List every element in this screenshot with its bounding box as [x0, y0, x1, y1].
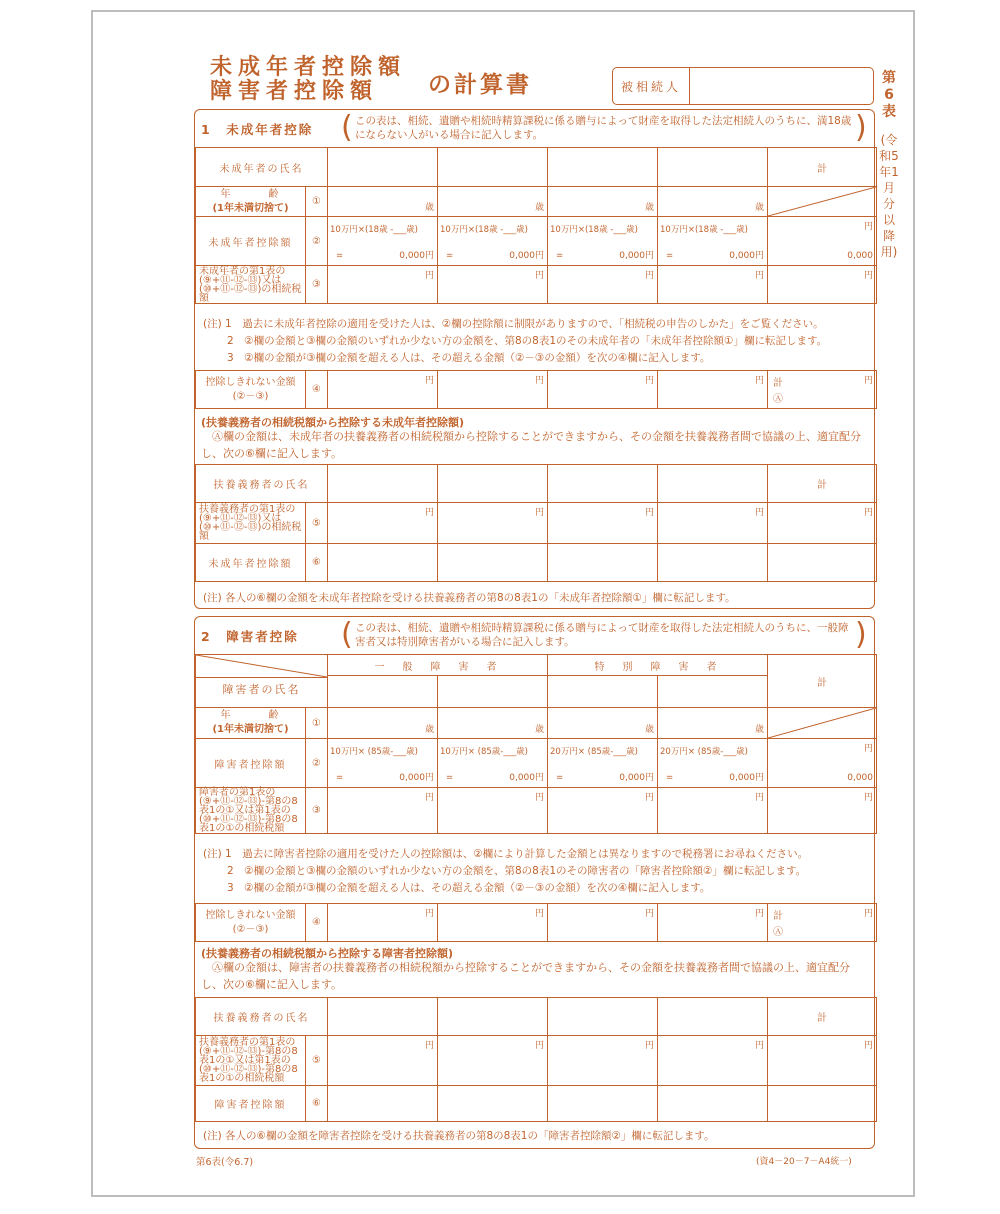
- yen-unit: 円: [863, 508, 873, 518]
- section-disabled-title: 2 障害者控除: [201, 629, 299, 644]
- excess-cell[interactable]: [548, 371, 658, 409]
- row-number-5: ⑤: [306, 1036, 328, 1086]
- supporter-tax-cell[interactable]: [548, 1036, 658, 1086]
- supporter-tax-total-cell[interactable]: [768, 503, 877, 544]
- age-sublabel: (1年未満切捨て): [212, 724, 289, 735]
- calc-value: 0,000円: [399, 773, 434, 783]
- yen-unit: 円: [863, 1041, 873, 1051]
- paren-close: ): [855, 617, 867, 652]
- row-label-excess: [196, 371, 306, 409]
- minor-name-cell[interactable]: [548, 148, 658, 187]
- calc-eq: =: [336, 773, 344, 783]
- row-label-supporter-tax: 扶養義務者の第1表の(⑨+⑪-⑫-⑬)-第8の8表1の①又は第1表の(⑩+⑪-⑫-⑬)-第8の8表1の①の相続税額: [196, 1036, 306, 1086]
- supporter-name-cell[interactable]: [658, 998, 768, 1036]
- disabled-excess-table: [195, 903, 877, 942]
- age-cell[interactable]: [548, 708, 658, 739]
- row-label-supporter-name: 扶養義務者の氏名: [196, 998, 328, 1036]
- row-label-excess: [196, 904, 306, 942]
- calc-value: 0,000円: [399, 251, 434, 261]
- supporter-ded-cell[interactable]: [328, 544, 438, 582]
- yen-unit: 円: [754, 793, 764, 803]
- paren-open: (: [341, 110, 353, 145]
- row-label-age: [196, 708, 306, 739]
- supporter-name-cell[interactable]: [328, 465, 438, 503]
- yen-unit: 円: [644, 271, 654, 281]
- age-cell[interactable]: [328, 187, 438, 217]
- title-suffix: の計算書: [428, 72, 532, 98]
- calc-eq: =: [666, 251, 674, 261]
- total-label: 計: [773, 378, 783, 389]
- section-disabled-desc: この表は、相続、遺贈や相続時精算課税に係る贈与によって財産を取得した法定相続人のうちに、一般障害者又は特別障害者がいる場合に記入します。: [355, 622, 849, 648]
- yen-unit: 円: [424, 376, 434, 386]
- supporter-name-cell[interactable]: [328, 998, 438, 1036]
- mark-a: Ⓐ: [773, 927, 783, 938]
- yen-unit: 円: [534, 793, 544, 803]
- disabled-supporter-table: [195, 997, 877, 1122]
- excess-total-a-cell[interactable]: [768, 371, 877, 409]
- row-number-2: ②: [306, 739, 328, 788]
- yen-unit: 円: [644, 376, 654, 386]
- age-label: 年 齢: [220, 188, 281, 200]
- section-minor: [194, 109, 875, 609]
- yen-unit: 円: [424, 271, 434, 281]
- age-label: 年 齢: [220, 710, 281, 721]
- heir-box: [612, 67, 874, 105]
- disabled-table-top: [195, 654, 877, 834]
- tax-cell[interactable]: [548, 788, 658, 834]
- age-unit: 歳: [754, 725, 764, 735]
- diagonal-cell: [768, 187, 877, 217]
- fuyo-heading: (扶養義務者の相続税額から控除する未成年者控除額): [201, 416, 465, 429]
- row-label-minor-deduction: 未成年者控除額: [196, 217, 306, 266]
- row-label-supporter-name: 扶養義務者の氏名: [196, 465, 328, 503]
- total-label: 計: [773, 911, 783, 922]
- yen-unit: 円: [534, 1041, 544, 1051]
- row-label-supporter-deduction: 未成年者控除額: [196, 544, 306, 582]
- calc-eq: =: [336, 251, 344, 261]
- note-2: 2 ②欄の金額と③欄の金額のいずれか少ない方の金額を、第8の8表1のその未成年者の「未成年者控除額①」欄に転記します。: [227, 335, 828, 347]
- row-number-4: ④: [306, 371, 328, 409]
- supporter-ded-cell[interactable]: [438, 1086, 548, 1122]
- total-value: 0,000: [847, 773, 873, 783]
- supporter-tax-cell[interactable]: [438, 503, 548, 544]
- minor-name-cell[interactable]: [328, 148, 438, 187]
- age-cell[interactable]: [658, 708, 768, 739]
- footer-form-code: (資4－20－7－A4統一): [756, 1157, 852, 1167]
- section-minor-desc: この表は、相続、遺贈や相続時精算課税に係る贈与によって財産を取得した法定相続人のうちに、満18歳にならない人がいる場合に記入します。: [355, 115, 852, 141]
- deduction-calc-cell[interactable]: [328, 739, 438, 788]
- heir-label: 被相続人: [613, 68, 690, 104]
- calc-formula: 10万円×(18歳 -___歳): [330, 225, 418, 235]
- age-unit: 歳: [534, 725, 544, 735]
- yen-unit: 円: [754, 508, 764, 518]
- supporter-tax-total-cell[interactable]: [768, 1036, 877, 1086]
- yen-unit: 円: [863, 909, 873, 919]
- minor-notes: [203, 316, 827, 367]
- yen-unit: 円: [863, 744, 873, 754]
- yen-unit: 円: [424, 793, 434, 803]
- supporter-ded-total-cell[interactable]: [768, 544, 877, 582]
- deduction-calc-cell[interactable]: [548, 739, 658, 788]
- total-label: 計: [768, 655, 877, 708]
- yen-unit: 円: [424, 1041, 434, 1051]
- minor-table-top: [195, 147, 877, 304]
- fuyo-heading: (扶養義務者の相続税額から控除する障害者控除額): [201, 947, 454, 960]
- yen-unit: 円: [534, 508, 544, 518]
- supporter-name-cell[interactable]: [548, 465, 658, 503]
- tax-cell[interactable]: [438, 266, 548, 304]
- yen-unit: 円: [644, 1041, 654, 1051]
- disabled-bottom-note: (注) 各人の⑥欄の金額を障害者控除を受ける扶養義務者の第8の8表1の「障害者控除額②」欄に転記します。: [203, 1130, 715, 1142]
- supporter-ded-cell[interactable]: [548, 1086, 658, 1122]
- age-unit: 歳: [424, 725, 434, 735]
- section-disabled: [194, 616, 875, 1149]
- supporter-ded-cell[interactable]: [548, 544, 658, 582]
- age-unit: 歳: [534, 203, 544, 213]
- excess-cell[interactable]: [328, 371, 438, 409]
- paren-open: (: [341, 617, 353, 652]
- row-label-disabled-name: 障害者の氏名: [222, 683, 301, 696]
- yen-unit: 円: [534, 909, 544, 919]
- supporter-tax-cell[interactable]: [328, 1036, 438, 1086]
- supporter-tax-cell[interactable]: [658, 503, 768, 544]
- deduction-calc-cell[interactable]: [658, 739, 768, 788]
- yen-unit: 円: [534, 271, 544, 281]
- note-1: (注) 1 過去に障害者控除の適用を受けた人の控除額は、②欄により計算した金額とは異なりますので税務署にお尋ねください。: [203, 848, 809, 860]
- diagonal-line: [768, 708, 876, 738]
- general-disabled-header: 一 般 障 害 者: [328, 655, 548, 676]
- total-label: 計: [768, 148, 877, 187]
- supporter-name-cell[interactable]: [438, 465, 548, 503]
- note-2: 2 ②欄の金額と③欄の金額のいずれか少ない方の金額を、第8の8表1のその障害者の「障害者控除額②」欄に転記します。: [227, 865, 807, 877]
- tax-cell[interactable]: [328, 266, 438, 304]
- minor-name-cell[interactable]: [438, 148, 548, 187]
- row-label-supporter-tax: 扶養義務者の第1表の(⑨+⑪-⑫-⑬)又は(⑩+⑪-⑫-⑬)の相続税額: [196, 503, 306, 544]
- deduction-total-cell[interactable]: [768, 217, 877, 266]
- yen-unit: 円: [863, 271, 873, 281]
- excess-sublabel: (②－③): [232, 390, 269, 402]
- age-sublabel: (1年未満切捨て): [212, 202, 289, 214]
- supporter-ded-cell[interactable]: [658, 544, 768, 582]
- deduction-total-cell[interactable]: [768, 739, 877, 788]
- diagonal-line: [768, 187, 876, 216]
- supporter-name-cell[interactable]: [438, 998, 548, 1036]
- section-disabled-header: [195, 617, 874, 655]
- diagonal-cell: [768, 708, 877, 739]
- section-minor-header: [195, 110, 874, 148]
- age-unit: 歳: [644, 203, 654, 213]
- excess-sublabel: (②－③): [232, 923, 269, 935]
- calc-eq: =: [556, 773, 564, 783]
- yen-unit: 円: [863, 376, 873, 386]
- minor-name-cell[interactable]: [658, 148, 768, 187]
- row-number-5: ⑤: [306, 503, 328, 544]
- yen-unit: 円: [644, 793, 654, 803]
- row-label-disabled-deduction: 障害者控除額: [196, 739, 306, 788]
- title-line1: 未成年者控除額: [210, 55, 407, 80]
- age-unit: 歳: [754, 203, 764, 213]
- minor-supporter-table: [195, 464, 877, 582]
- supporter-name-cell[interactable]: [658, 465, 768, 503]
- calc-formula: 10万円×(18歳 -___歳): [440, 225, 528, 235]
- calc-formula: 10万円× (85歳-___歳): [440, 747, 528, 757]
- calc-formula: 10万円×(18歳 -___歳): [550, 225, 638, 235]
- calc-value: 0,000円: [509, 773, 544, 783]
- row-number-4: ④: [306, 904, 328, 942]
- age-cell[interactable]: [438, 187, 548, 217]
- tax-total-cell[interactable]: [768, 788, 877, 834]
- disabled-notes: [203, 846, 808, 897]
- deduction-calc-cell[interactable]: [438, 217, 548, 266]
- paren-close: ): [855, 110, 867, 145]
- side-title: 第6表: [882, 70, 896, 120]
- age-cell[interactable]: [548, 187, 658, 217]
- disabled-name-cell[interactable]: [438, 676, 548, 708]
- calc-value: 0,000円: [509, 251, 544, 261]
- deduction-calc-cell[interactable]: [328, 217, 438, 266]
- excess-cell[interactable]: [438, 371, 548, 409]
- row-number-1: ①: [306, 708, 328, 739]
- row-label-minor-name: 未成年者の氏名: [196, 148, 328, 187]
- yen-unit: 円: [644, 508, 654, 518]
- deduction-calc-cell[interactable]: [438, 739, 548, 788]
- calc-value: 0,000円: [729, 773, 764, 783]
- total-value: 0,000: [847, 251, 873, 261]
- supporter-ded-total-cell[interactable]: [768, 1086, 877, 1122]
- calc-formula: 10万円×(18歳 -___歳): [660, 225, 748, 235]
- yen-unit: 円: [754, 376, 764, 386]
- supporter-tax-cell[interactable]: [548, 503, 658, 544]
- disabled-name-label-cell: [196, 655, 328, 708]
- tax-total-cell[interactable]: [768, 266, 877, 304]
- heir-name-field[interactable]: [691, 68, 873, 104]
- calc-value: 0,000円: [619, 773, 654, 783]
- footer-form-id: 第6表(令6.7): [196, 1157, 254, 1168]
- age-cell[interactable]: [658, 187, 768, 217]
- note-1: (注) 1 過去に未成年者控除の適用を受けた人は、②欄の控除額に制限がありますので、「相続税の申告のしかた」をご覧ください。: [203, 318, 824, 330]
- section-minor-title: 1 未成年者控除: [201, 122, 314, 137]
- supporter-name-cell[interactable]: [548, 998, 658, 1036]
- row-number-6: ⑥: [306, 544, 328, 582]
- yen-unit: 円: [644, 909, 654, 919]
- calc-eq: =: [556, 251, 564, 261]
- row-number-3: ③: [306, 266, 328, 304]
- row-label-disabled-tax: 障害者の第1表の(⑨+⑪-⑫-⑬)-第8の8表1の①又は第1表の(⑩+⑪-⑫-⑬)-第8の8表1の①の相続税額: [196, 788, 306, 834]
- tax-cell[interactable]: [548, 266, 658, 304]
- age-unit: 歳: [424, 203, 434, 213]
- calc-value: 0,000円: [729, 251, 764, 261]
- total-label: 計: [768, 465, 877, 503]
- row-number-6: ⑥: [306, 1086, 328, 1122]
- row-number-2: ②: [306, 217, 328, 266]
- supporter-ded-cell[interactable]: [328, 1086, 438, 1122]
- excess-cell[interactable]: [438, 904, 548, 942]
- row-label-supporter-deduction: 障害者控除額: [196, 1086, 306, 1122]
- disabled-name-cell[interactable]: [548, 676, 658, 708]
- excess-cell[interactable]: [548, 904, 658, 942]
- yen-unit: 円: [754, 271, 764, 281]
- yen-unit: 円: [424, 909, 434, 919]
- disabled-name-cell[interactable]: [658, 676, 768, 708]
- age-cell[interactable]: [328, 708, 438, 739]
- calc-formula: 10万円× (85歳-___歳): [330, 747, 418, 757]
- excess-cell[interactable]: [658, 371, 768, 409]
- yen-unit: 円: [754, 1041, 764, 1051]
- yen-unit: 円: [534, 376, 544, 386]
- diagonal-line: [196, 655, 327, 677]
- title-line2: 障害者控除額: [210, 79, 379, 104]
- row-label-minor-tax: 未成年者の第1表の(⑨+⑪-⑫-⑬)又は(⑩+⑪-⑫-⑬)の相続税額: [196, 266, 306, 304]
- yen-unit: 円: [424, 508, 434, 518]
- minor-excess-table: [195, 370, 877, 409]
- note-3: 3 ②欄の金額が③欄の金額を超える人は、その超える金額（②－③の金額）を次の④欄に記入します。: [227, 352, 711, 364]
- excess-cell[interactable]: [328, 904, 438, 942]
- calc-value: 0,000円: [619, 251, 654, 261]
- calc-eq: =: [446, 773, 454, 783]
- tax-cell[interactable]: [658, 788, 768, 834]
- total-label: 計: [768, 998, 877, 1036]
- row-label-age: [196, 187, 306, 217]
- excess-cell[interactable]: [658, 904, 768, 942]
- age-cell[interactable]: [438, 708, 548, 739]
- yen-unit: 円: [863, 793, 873, 803]
- supporter-ded-cell[interactable]: [658, 1086, 768, 1122]
- disabled-name-cell[interactable]: [328, 676, 438, 708]
- excess-total-a-cell[interactable]: [768, 904, 877, 942]
- note-3: 3 ②欄の金額が③欄の金額を超える人は、その超える金額（②－③の金額）を次の④欄に記入します。: [227, 882, 711, 894]
- minor-bottom-note: (注) 各人の⑥欄の金額を未成年者控除を受ける扶養義務者の第8の8表1の「未成年者控除額①」欄に転記します。: [203, 592, 736, 604]
- tax-cell[interactable]: [658, 266, 768, 304]
- calc-eq: =: [666, 773, 674, 783]
- supporter-ded-cell[interactable]: [438, 544, 548, 582]
- excess-label: 控除しきれない金額: [205, 376, 296, 388]
- supporter-tax-cell[interactable]: [658, 1036, 768, 1086]
- special-disabled-header: 特 別 障 害 者: [548, 655, 768, 676]
- side-subtitle: (令和5年1月分以降用): [879, 133, 899, 259]
- yen-unit: 円: [863, 222, 873, 232]
- calc-formula: 20万円× (85歳-___歳): [550, 747, 638, 757]
- supporter-tax-cell[interactable]: [438, 1036, 548, 1086]
- fuyo-body: Ⓐ欄の金額は、未成年者の扶養義務者の相続税額から控除することができますから、その金額を扶養義務者間で協議の上、適宜配分し、次の⑥欄に記入します。: [201, 430, 861, 460]
- row-number-3: ③: [306, 788, 328, 834]
- deduction-calc-cell[interactable]: [658, 217, 768, 266]
- supporter-tax-cell[interactable]: [328, 503, 438, 544]
- deduction-calc-cell[interactable]: [548, 217, 658, 266]
- excess-label: 控除しきれない金額: [205, 909, 296, 921]
- age-unit: 歳: [644, 725, 654, 735]
- tax-cell[interactable]: [438, 788, 548, 834]
- fuyo-body: Ⓐ欄の金額は、障害者の扶養義務者の相続税額から控除することができますから、その金額を扶養義務者間で協議の上、適宜配分し、次の⑥欄に記入します。: [201, 961, 850, 991]
- tax-cell[interactable]: [328, 788, 438, 834]
- calc-eq: =: [446, 251, 454, 261]
- mark-a: Ⓐ: [773, 394, 783, 405]
- calc-formula: 20万円× (85歳-___歳): [660, 747, 748, 757]
- yen-unit: 円: [754, 909, 764, 919]
- row-number-1: ①: [306, 187, 328, 217]
